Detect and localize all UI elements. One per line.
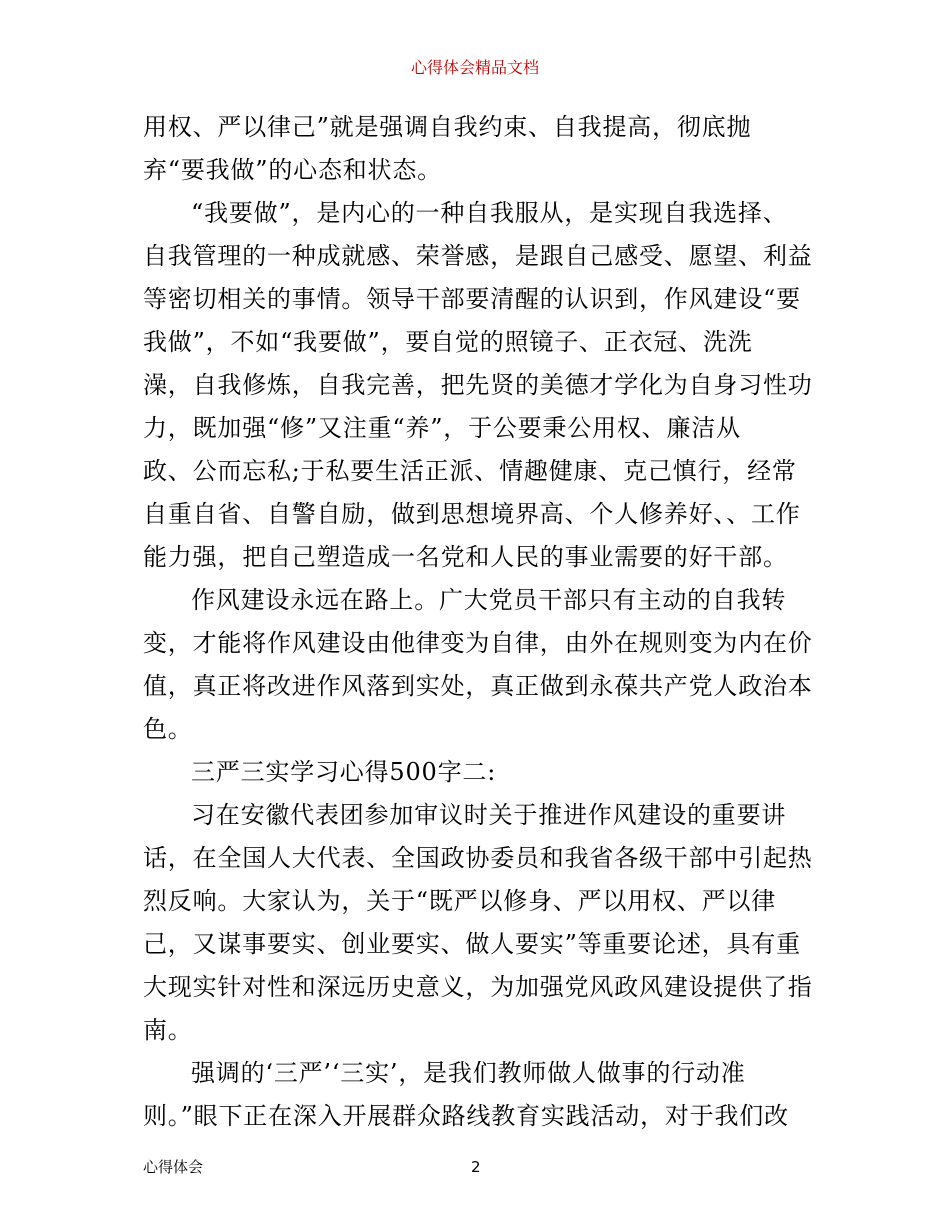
body-line: 烈反响。大家认为，关于“既严以修身、严以用权、严以律: [143, 887, 777, 915]
body-line: 弃“要我做”的心态和状态。: [143, 156, 442, 184]
body-line: 大现实针对性和深远历史意义，为加强党风政风建设提供了指: [143, 973, 813, 1001]
body-line: 澡，自我修炼，自我完善，把先贤的美德才学化为自身习性功: [143, 371, 813, 399]
body-line: 色。: [143, 715, 193, 743]
body-line: 则。”眼下正在深入开展群众路线教育实践活动，对于我们改: [143, 1102, 789, 1130]
body-line: 自我管理的一种成就感、荣誉感，是跟自己感受、愿望、利益: [143, 242, 813, 270]
document-body: [143, 106, 813, 1138]
body-line: 自重自省、自警自励，做到思想境界高、个人修养好、、工作: [143, 500, 801, 528]
body-line: 变，才能将作风建设由他律变为自律，由外在规则变为内在价: [143, 629, 813, 657]
body-line: 等密切相关的事情。领导干部要清醒的认识到，作风建设“要: [143, 285, 801, 313]
paragraph-start-line: “我要做”，是内心的一种自我服从，是实现自我选择、: [191, 199, 788, 227]
section-heading: 三严三实学习心得500字二:: [191, 758, 497, 786]
page-header-title: 心得体会精品文档: [410, 58, 539, 77]
page-footer-label: 心得体会: [143, 1158, 204, 1176]
body-line: 我做”，不如“我要做”，要自觉的照镜子、正衣冠、洗洗: [143, 328, 753, 356]
page-number: 2: [471, 1158, 481, 1176]
body-line: 用权、严以律己”就是强调自我约束、自我提高，彻底抛: [143, 113, 752, 141]
paragraph-start-line: 习在安徽代表团参加审议时关于推进作风建设的重要讲: [191, 801, 787, 829]
body-line: 能力强，把自己塑造成一名党和人民的事业需要的好干部。: [143, 543, 788, 571]
body-line: 南。: [143, 1016, 193, 1044]
body-line: 话，在全国人大代表、全国政协委员和我省各级干部中引起热: [143, 844, 813, 872]
paragraph-start-line: 强调的‘三严’‘三实’，是我们教师做人做事的行动准: [191, 1059, 746, 1087]
body-line: 值，真正将改进作风落到实处，真正做到永葆共产党人政治本: [143, 672, 813, 700]
paragraph-start-line: 作风建设永远在路上。广大党员干部只有主动的自我转: [191, 586, 787, 614]
body-line: 己，又谋事要实、创业要实、做人要实”等重要论述，具有重: [143, 930, 801, 958]
body-line: 力，既加强“修”又注重“养”，于公要秉公用权、廉洁从: [143, 414, 741, 442]
body-line: 政、公而忘私;于私要生活正派、情趣健康、克己慎行，经常: [143, 457, 797, 485]
